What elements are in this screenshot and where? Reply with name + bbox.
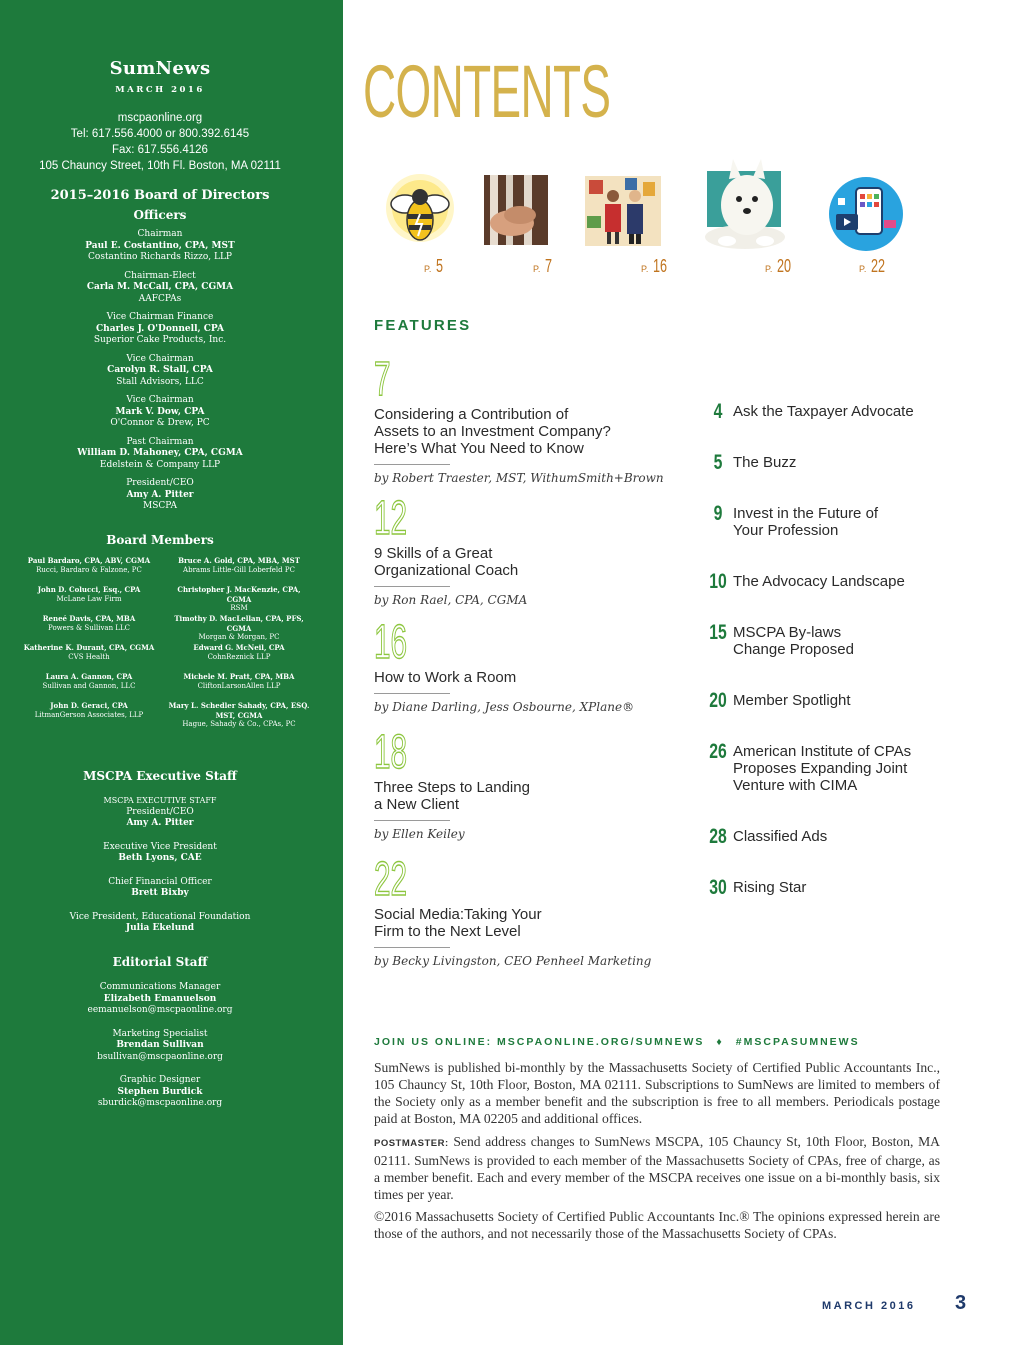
title-line: a New Client xyxy=(374,796,460,813)
title-line: Assets to an Investment Company? xyxy=(374,423,611,440)
divider xyxy=(374,947,450,948)
page-ref[interactable] xyxy=(859,256,891,277)
department-title xyxy=(733,624,854,658)
issue-date: MARCH 2016 xyxy=(115,85,205,95)
title-line: Considering a Contribution of xyxy=(374,406,569,423)
title-line: Rising Star xyxy=(733,879,807,896)
editorial-staff-list xyxy=(0,982,320,1122)
staff-entry xyxy=(0,795,320,830)
title-line: The Advocacy Landscape xyxy=(733,573,905,590)
editorial-staff-heading: Editorial Staff xyxy=(112,955,208,969)
page-ref[interactable] xyxy=(533,256,555,277)
department-page-number: 26 xyxy=(709,740,727,763)
divider xyxy=(374,820,450,821)
title-line: Invest in the Future of xyxy=(733,505,879,522)
feature-byline: by Ron Rael, CPA, CGMA xyxy=(374,593,528,607)
title-line: MSCPA By-laws xyxy=(733,624,842,641)
staff-entry xyxy=(0,982,320,1017)
staff-email-link[interactable]: bsullivan@mscpaonline.org xyxy=(97,1051,223,1062)
officer-role: Past Chairman xyxy=(126,436,194,447)
officers-list xyxy=(0,229,320,520)
member-name: Timothy D. MacLellan, CPA, PFS, CGMA xyxy=(174,614,304,633)
title-line: Three Steps to Landing xyxy=(374,779,530,796)
department-title xyxy=(733,403,914,421)
page-prefix: P. xyxy=(533,264,541,274)
member-name: Laura A. Gannon, CPA xyxy=(45,672,133,681)
contact-block xyxy=(0,110,320,174)
officer-role: Vice Chairman xyxy=(126,395,194,405)
member-org: McLane Law Firm xyxy=(56,594,122,603)
officer-org: O'Connor & Drew, PC xyxy=(110,418,210,428)
member-org: LitmanGerson Associates, LLP xyxy=(34,710,144,719)
staff-entry xyxy=(0,1075,320,1110)
page-ref[interactable] xyxy=(765,256,797,277)
page-number: 22 xyxy=(870,256,885,276)
staff-role: Marketing Specialist xyxy=(112,1028,208,1039)
masthead-sidebar xyxy=(0,0,343,1345)
title-line: American Institute of CPAs xyxy=(733,743,912,760)
bee-icon[interactable] xyxy=(380,170,460,250)
address: 105 Chauncy Street, 10th Fl. Boston, MA 02111 xyxy=(39,160,281,172)
member-org: CVS Health xyxy=(68,652,110,661)
department-item[interactable] xyxy=(703,689,973,712)
department-title xyxy=(733,454,796,472)
board-member xyxy=(164,556,314,585)
divider xyxy=(374,693,450,694)
department-title xyxy=(733,743,911,794)
staff-email-link[interactable]: sburdick@mscpaonline.org xyxy=(97,1098,223,1108)
title-line: Proposes Expanding Joint xyxy=(733,760,908,777)
officer-org: AAFCPAs xyxy=(138,293,182,304)
officer-org: MSCPA xyxy=(143,501,177,511)
footer-issue-date: MARCH 2016 xyxy=(822,1300,916,1312)
officer-entry xyxy=(0,395,320,437)
board-member xyxy=(164,614,314,643)
title-line: Change Proposed xyxy=(733,641,854,658)
staff-name: Beth Lyons, CAE xyxy=(118,853,202,863)
member-org: Sullivan and Gannon, LLC xyxy=(42,681,136,690)
hashtag-link[interactable]: #MSCPASUMNEWS xyxy=(735,1036,860,1048)
feature-article[interactable] xyxy=(374,616,674,714)
diamond-separator-icon: ♦ xyxy=(716,1036,724,1048)
member-org: Morgan & Morgan, PC xyxy=(198,633,280,641)
department-item[interactable] xyxy=(703,451,973,474)
staff-role: Chief Financial Officer xyxy=(108,876,212,887)
member-name: John D. Colucci, Esq., CPA xyxy=(37,585,141,594)
member-name: Bruce A. Gold, CPA, MBA, MST xyxy=(178,556,300,565)
divider xyxy=(374,586,450,587)
postmaster-label: POSTMASTER: xyxy=(374,1138,449,1149)
page-number: 5 xyxy=(435,256,443,276)
officer-name: Mark V. Dow, CPA xyxy=(115,406,205,417)
publication-notice: SumNews is published bi-monthly by the Massachusetts Society of Certified Public Accountants Inc., 105 Chauncy St, 10th Floor, Boston, MA 02111. Subscriptions to SumNews are limited to members of the Society only as a member benefit and the subscription is free to all members. Periodicals postage paid at Boston, MA 02205 and additional offices. xyxy=(374,1060,940,1126)
department-item[interactable] xyxy=(703,740,973,794)
member-org: RSM xyxy=(230,604,248,612)
officer-role: Vice Chairman Finance xyxy=(106,312,214,322)
staff-name: Elizabeth Emanuelson xyxy=(103,993,217,1004)
page-prefix: P. xyxy=(424,264,432,274)
officer-entry xyxy=(0,312,320,354)
feature-page-number: 12 xyxy=(374,492,408,545)
staff-name: Julia Ekelund xyxy=(125,923,195,933)
department-page-number: 5 xyxy=(713,451,723,474)
title-line: Classified Ads xyxy=(733,828,828,845)
officer-entry xyxy=(0,229,320,271)
member-org: Powers & Sullivan LLC xyxy=(48,623,130,632)
title-line: Organizational Coach xyxy=(374,562,519,579)
title-line: Venture with CIMA xyxy=(733,777,858,794)
feature-title xyxy=(374,669,674,686)
divider xyxy=(374,464,450,465)
staff-role: Graphic Designer xyxy=(119,1075,201,1085)
officer-name: Carolyn R. Stall, CPA xyxy=(107,365,213,375)
officer-entry xyxy=(0,478,320,520)
staff-name: Stephen Burdick xyxy=(117,1086,203,1097)
publication-name: SumNews xyxy=(109,58,211,79)
feature-byline: by Robert Traester, MST, WithumSmith+Brown xyxy=(374,471,664,485)
page-prefix: P. xyxy=(765,264,773,274)
officer-org: Superior Cake Products, Inc. xyxy=(93,335,227,345)
officer-entry xyxy=(0,437,320,479)
member-name: Edward G. McNeil, CPA xyxy=(193,643,285,652)
title-line: Member Spotlight xyxy=(733,692,851,709)
page-number: 3 xyxy=(955,1292,967,1314)
feature-page-number: 18 xyxy=(374,726,408,779)
feature-article[interactable] xyxy=(374,353,674,485)
officers-heading: Officers xyxy=(133,208,187,222)
people-icon[interactable] xyxy=(585,176,661,246)
page-number: 7 xyxy=(544,256,552,276)
officer-name: Paul E. Costantino, CPA, MST xyxy=(85,240,235,251)
department-page-number: 30 xyxy=(709,876,727,899)
board-members-grid xyxy=(14,556,314,730)
member-org: Abrams Little-Gill Loberfeld PC xyxy=(183,565,295,574)
executive-staff-heading: MSCPA Executive Staff xyxy=(83,769,237,783)
join-us-online-line xyxy=(374,1036,860,1048)
board-member xyxy=(14,556,164,585)
title-line: Social Media:Taking Your xyxy=(374,906,542,923)
officer-org: Edelstein & Company LLP xyxy=(99,459,221,470)
member-name: Reneé Davis, CPA, MBA xyxy=(42,614,136,623)
staff-entry xyxy=(0,842,320,865)
member-name: Christopher J. MacKenzie, CPA, CGMA xyxy=(177,585,301,604)
staff-email-link[interactable]: eemanuelson@mscpaonline.org xyxy=(87,1005,233,1015)
feature-article[interactable] xyxy=(374,853,674,968)
board-member xyxy=(164,672,314,701)
member-name: Mary L. Schedler Sahady, CPA, ESQ. xyxy=(168,701,310,710)
staff-name: Brett Bixby xyxy=(131,888,189,898)
staff-entry xyxy=(0,912,320,935)
page-ref[interactable] xyxy=(424,256,446,277)
staff-section-label: MSCPA EXECUTIVE STAFF xyxy=(103,796,217,805)
features-heading: FEATURES xyxy=(374,317,472,334)
officer-entry xyxy=(0,354,320,396)
department-title xyxy=(733,879,806,897)
board-member xyxy=(14,585,164,614)
title-line: How to Work a Room xyxy=(374,669,517,686)
executive-staff-list xyxy=(0,795,320,947)
website-link[interactable]: JOIN US ONLINE: MSCPAONLINE.ORG/SUMNEWS xyxy=(374,1036,705,1048)
department-item[interactable] xyxy=(703,400,973,423)
feature-title xyxy=(374,779,674,813)
title-line: Your Profession xyxy=(733,522,839,539)
feature-article[interactable] xyxy=(374,492,674,607)
feature-byline: by Diane Darling, Jess Osbourne, XPlane® xyxy=(374,700,635,714)
staff-entry xyxy=(0,1029,320,1064)
department-page-number: 28 xyxy=(709,825,727,848)
feature-byline: by Becky Livingston, CEO Penheel Marketing xyxy=(374,954,652,968)
dog-icon[interactable] xyxy=(699,157,789,251)
officer-entry xyxy=(0,271,320,313)
officer-org: Stall Advisors, LLC xyxy=(116,376,204,387)
staff-role: Vice President, Educational Foundation xyxy=(69,911,251,922)
department-page-number: 20 xyxy=(709,689,727,712)
title-line: The Buzz xyxy=(733,454,797,471)
feature-page-number: 22 xyxy=(374,853,408,906)
department-title xyxy=(733,505,878,539)
staff-role: President/CEO xyxy=(126,806,194,817)
website-link[interactable]: mscpaonline.org xyxy=(117,112,203,124)
officer-name: Carla M. McCall, CPA, CGMA xyxy=(86,282,234,292)
department-page-number: 4 xyxy=(713,400,723,423)
officer-name: William D. Mahoney, CPA, CGMA xyxy=(77,448,243,458)
staff-name: Brendan Sullivan xyxy=(116,1040,204,1050)
page-prefix: P. xyxy=(641,264,649,274)
feature-byline: by Ellen Keiley xyxy=(374,827,465,841)
officer-role: Chairman-Elect xyxy=(124,270,196,281)
member-org: Hague, Sahady & Co., CPAs, PC xyxy=(182,720,296,728)
officer-name: Charles J. O'Donnell, CPA xyxy=(95,323,225,334)
officer-role: President/CEO xyxy=(126,478,194,488)
board-members-heading: Board Members xyxy=(106,533,214,547)
department-page-number: 15 xyxy=(709,621,727,644)
telephone: Tel: 617.556.4000 or 800.392.6145 xyxy=(70,128,250,140)
staff-role: Executive Vice President xyxy=(103,841,217,852)
title-line: 9 Skills of a Great xyxy=(374,545,493,562)
staff-role: Communications Manager xyxy=(99,982,221,992)
feature-page-number: 16 xyxy=(374,616,408,669)
feature-title xyxy=(374,906,674,940)
board-member xyxy=(14,672,164,701)
member-org: CliftonLarsonAllen LLP xyxy=(197,681,281,690)
page-number: 20 xyxy=(776,256,791,276)
title-line: Here’s What You Need to Know xyxy=(374,440,584,457)
title-line: Ask the Taxpayer Advocate xyxy=(733,403,914,420)
page-number: 16 xyxy=(652,256,667,276)
staff-entry xyxy=(0,877,320,900)
postmaster-text: Send address changes to SumNews MSCPA, 105 Chauncy St, 10th Floor, Boston, MA 02111. SumNews is provided to each member of the Massachusetts Society of CPAs, free of charge, as a member benefit. Each and every member of the MSCPA receives one issue on a bi-monthly basis, six times per year. xyxy=(374,1134,940,1202)
member-org: CohnReznick LLP xyxy=(207,652,271,661)
board-member xyxy=(14,643,164,672)
officer-role: Vice Chairman xyxy=(126,353,194,364)
staff-name: Amy A. Pitter xyxy=(126,818,194,828)
board-member xyxy=(164,585,314,614)
feature-title xyxy=(374,406,674,457)
title-line: Firm to the Next Level xyxy=(374,923,521,940)
feature-page-number: 7 xyxy=(374,353,391,406)
department-item[interactable] xyxy=(703,502,973,539)
member-name: Paul Bardaro, CPA, ABV, CGMA xyxy=(27,556,151,565)
officer-role: Chairman xyxy=(137,229,183,239)
copyright-notice: ©2016 Massachusetts Society of Certified Public Accountants Inc.® The opinions expressed herein are those of the authors, and not necessarily those of the Massachusetts Society of CPAs. xyxy=(374,1209,940,1241)
department-item[interactable] xyxy=(703,570,973,593)
board-member xyxy=(164,701,314,730)
board-heading: 2015–2016 Board of Directors xyxy=(50,188,270,203)
department-item[interactable] xyxy=(703,621,973,658)
board-member xyxy=(14,614,164,643)
board-member xyxy=(164,643,314,672)
page-prefix: P. xyxy=(859,264,867,274)
department-item[interactable] xyxy=(703,876,973,899)
member-name: John D. Geraci, CPA xyxy=(50,701,128,710)
feature-article[interactable] xyxy=(374,726,674,841)
member-name-cont: MST, CGMA xyxy=(215,710,263,720)
member-name: Michele M. Pratt, CPA, MBA xyxy=(183,672,295,681)
page-ref[interactable] xyxy=(641,256,673,277)
contents-title: CONTENTS xyxy=(363,50,611,133)
member-org: Rucci, Bardaro & Falzone, PC xyxy=(36,565,142,574)
department-item[interactable] xyxy=(703,825,973,848)
department-title xyxy=(733,573,905,591)
department-title xyxy=(733,828,827,846)
department-page-number: 10 xyxy=(709,570,727,593)
officer-org: Costantino Richards Rizzo, LLP xyxy=(88,252,232,262)
department-title xyxy=(733,692,851,710)
officer-name: Amy A. Pitter xyxy=(126,489,194,500)
fax: Fax: 617.556.4126 xyxy=(112,144,208,156)
postmaster-notice xyxy=(374,1133,940,1203)
member-name: Katherine K. Durant, CPA, CGMA xyxy=(23,643,155,652)
board-member xyxy=(14,701,164,730)
social-media-icon[interactable] xyxy=(828,176,904,252)
department-page-number: 9 xyxy=(713,502,723,525)
feature-title xyxy=(374,545,674,579)
hands-icon[interactable] xyxy=(484,175,548,245)
